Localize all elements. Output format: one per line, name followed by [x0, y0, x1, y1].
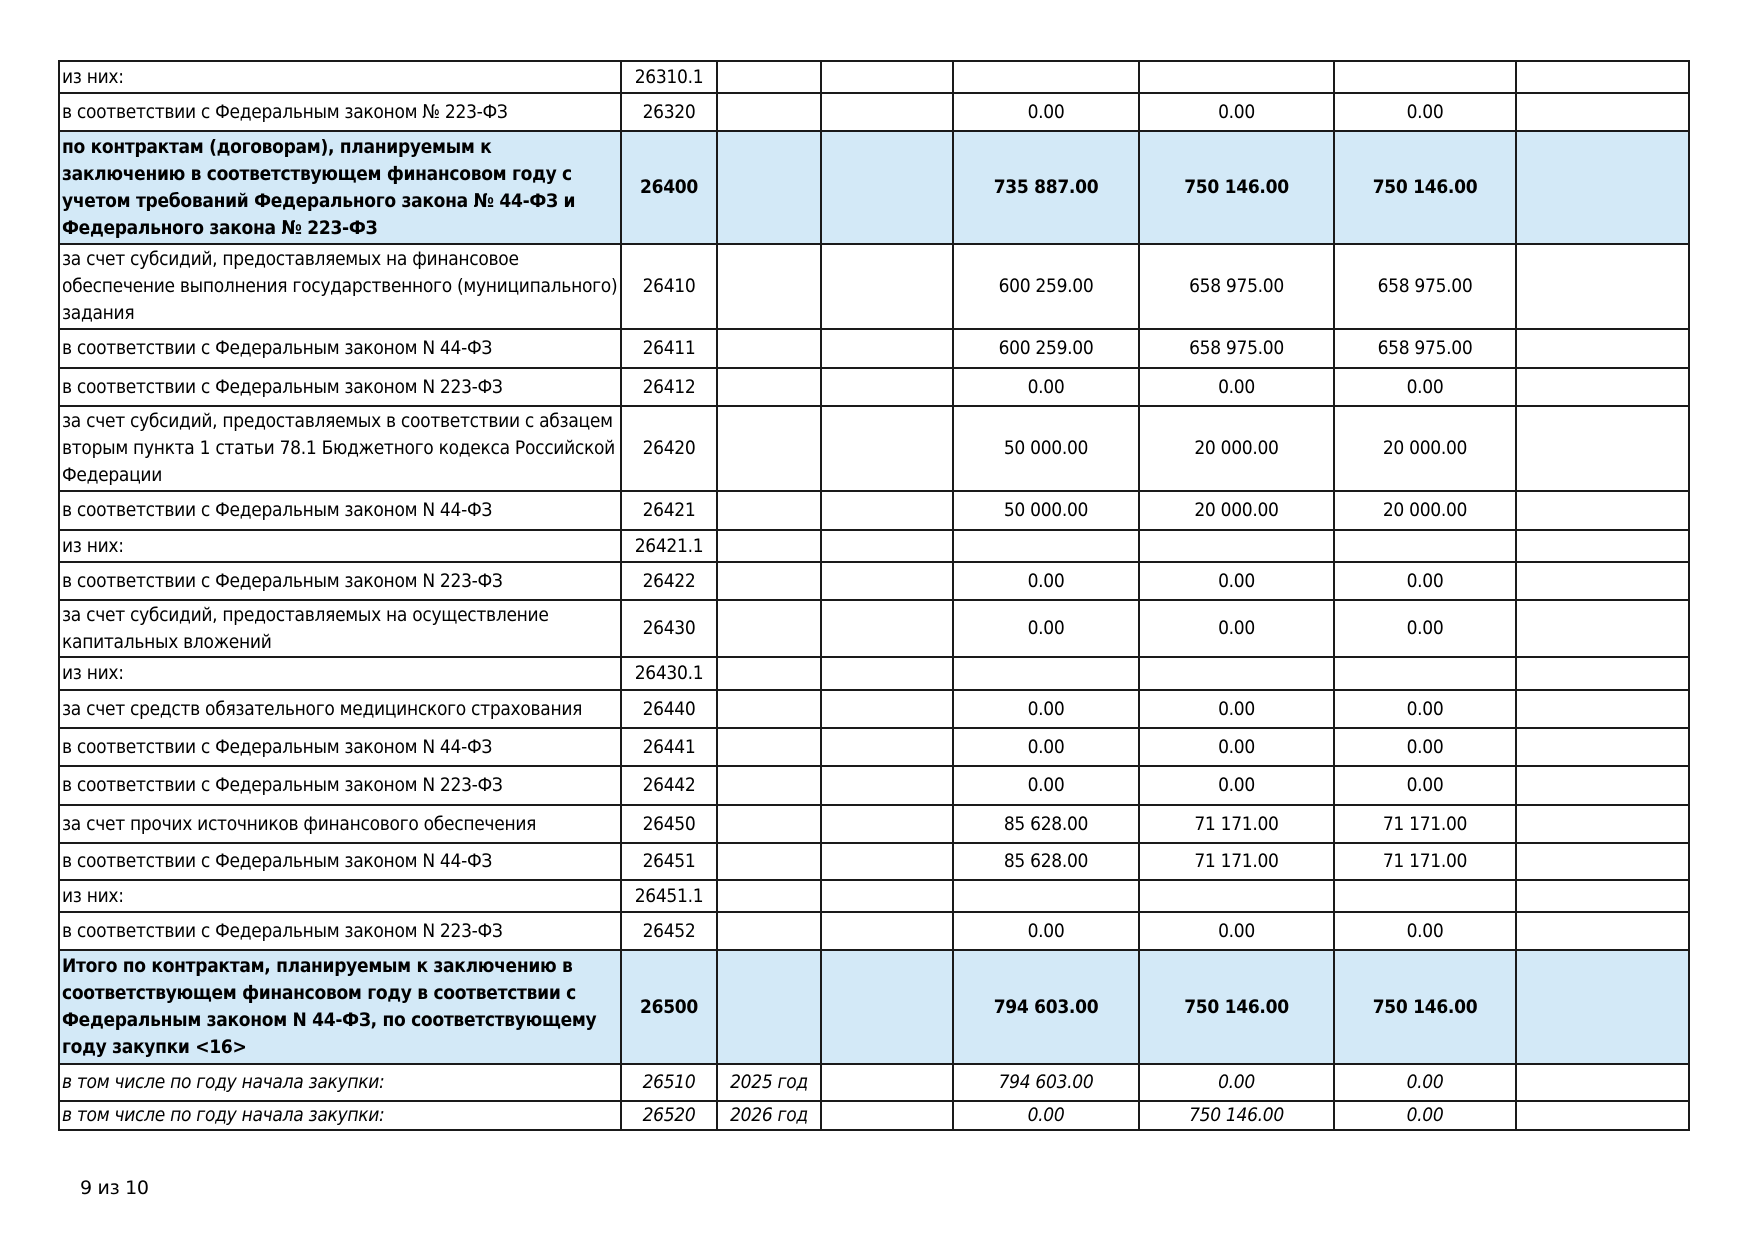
row-year: [717, 843, 821, 880]
row-code: 26422: [621, 562, 717, 600]
table-row: [59, 93, 1689, 131]
row-description: за счет прочих источников финансового обеспечения: [59, 805, 621, 843]
row-code: 26310.1: [621, 61, 717, 93]
table-row: [59, 562, 1689, 600]
row-value-1: [953, 61, 1139, 93]
report-table-body: [59, 61, 1689, 1130]
row-note-cell: [1516, 562, 1689, 600]
row-year: [717, 950, 821, 1064]
row-extra-cell: [821, 690, 953, 728]
row-description: по контрактам (договорам), планируемым к заключению в соответствующем финансовом году с учетом требований Федерального закона № 44-ФЗ и Федерального закона № 223-ФЗ: [59, 131, 621, 244]
row-extra-cell: [821, 491, 953, 530]
row-year: [717, 406, 821, 491]
row-value-1: 0.00: [953, 562, 1139, 600]
row-value-1: 0.00: [953, 1101, 1139, 1130]
row-code: 26411: [621, 329, 717, 368]
row-value-3: 0.00: [1334, 368, 1516, 406]
row-description: за счет субсидий, предоставляемых на осуществление капитальных вложений: [59, 600, 621, 657]
row-value-1: 50 000.00: [953, 491, 1139, 530]
row-value-3: 0.00: [1334, 562, 1516, 600]
row-year: [717, 131, 821, 244]
table-row: [59, 131, 1689, 244]
row-extra-cell: [821, 728, 953, 766]
row-note-cell: [1516, 657, 1689, 690]
row-year: [717, 600, 821, 657]
row-code: 26412: [621, 368, 717, 406]
row-extra-cell: [821, 131, 953, 244]
row-value-1: 794 603.00: [953, 950, 1139, 1064]
row-value-2: 0.00: [1139, 1064, 1334, 1101]
row-year: [717, 368, 821, 406]
row-code: 26420: [621, 406, 717, 491]
table-row: [59, 1064, 1689, 1101]
row-description: из них:: [59, 530, 621, 562]
row-value-3: 71 171.00: [1334, 805, 1516, 843]
row-note-cell: [1516, 368, 1689, 406]
row-note-cell: [1516, 131, 1689, 244]
table-row: [59, 329, 1689, 368]
row-year: [717, 93, 821, 131]
row-code: 26451.1: [621, 880, 717, 912]
row-value-3: 750 146.00: [1334, 131, 1516, 244]
row-description: в соответствии с Федеральным законом N 44-ФЗ: [59, 843, 621, 880]
row-value-3: 20 000.00: [1334, 491, 1516, 530]
table-row: [59, 244, 1689, 329]
row-value-2: 0.00: [1139, 912, 1334, 950]
row-value-2: 658 975.00: [1139, 329, 1334, 368]
row-description: за счет субсидий, предоставляемых в соответствии с абзацем вторым пункта 1 статьи 78.1 Бюджетного кодекса Российской Федерации: [59, 406, 621, 491]
row-note-cell: [1516, 93, 1689, 131]
row-description: в том числе по году начала закупки:: [59, 1101, 621, 1130]
row-description: из них:: [59, 61, 621, 93]
row-extra-cell: [821, 805, 953, 843]
row-note-cell: [1516, 491, 1689, 530]
row-year: [717, 805, 821, 843]
row-value-2: 0.00: [1139, 766, 1334, 805]
row-value-1: 85 628.00: [953, 805, 1139, 843]
row-extra-cell: [821, 657, 953, 690]
row-description: из них:: [59, 657, 621, 690]
row-code: 26451: [621, 843, 717, 880]
row-value-3: 658 975.00: [1334, 329, 1516, 368]
row-value-2: [1139, 530, 1334, 562]
row-code: 26421.1: [621, 530, 717, 562]
row-value-2: 0.00: [1139, 562, 1334, 600]
table-row: [59, 368, 1689, 406]
table-row: [59, 950, 1689, 1064]
row-code: 26440: [621, 690, 717, 728]
row-value-3: 71 171.00: [1334, 843, 1516, 880]
row-year: [717, 244, 821, 329]
row-value-1: 50 000.00: [953, 406, 1139, 491]
row-description: в соответствии с Федеральным законом № 223-ФЗ: [59, 93, 621, 131]
row-description: в соответствии с Федеральным законом N 223-ФЗ: [59, 368, 621, 406]
row-extra-cell: [821, 93, 953, 131]
row-note-cell: [1516, 1064, 1689, 1101]
row-value-2: 0.00: [1139, 600, 1334, 657]
table-row: [59, 1101, 1689, 1130]
row-value-3: 20 000.00: [1334, 406, 1516, 491]
row-year: [717, 491, 821, 530]
row-extra-cell: [821, 766, 953, 805]
row-extra-cell: [821, 329, 953, 368]
row-value-1: 0.00: [953, 93, 1139, 131]
row-value-1: 600 259.00: [953, 329, 1139, 368]
row-code: 26452: [621, 912, 717, 950]
row-description: за счет средств обязательного медицинского страхования: [59, 690, 621, 728]
table-row: [59, 530, 1689, 562]
row-note-cell: [1516, 600, 1689, 657]
row-value-1: 794 603.00: [953, 1064, 1139, 1101]
row-value-1: [953, 530, 1139, 562]
row-year: [717, 657, 821, 690]
table-row: [59, 491, 1689, 530]
row-extra-cell: [821, 600, 953, 657]
row-extra-cell: [821, 1064, 953, 1101]
table-row: [59, 728, 1689, 766]
table-row: [59, 61, 1689, 93]
row-code: 26430.1: [621, 657, 717, 690]
row-value-2: 658 975.00: [1139, 244, 1334, 329]
row-note-cell: [1516, 912, 1689, 950]
row-code: 26400: [621, 131, 717, 244]
row-value-3: 0.00: [1334, 912, 1516, 950]
row-extra-cell: [821, 244, 953, 329]
row-description: в соответствии с Федеральным законом N 223-ФЗ: [59, 912, 621, 950]
row-description: за счет субсидий, предоставляемых на финансовое обеспечение выполнения государственного (муниципального) задания: [59, 244, 621, 329]
row-value-3: 658 975.00: [1334, 244, 1516, 329]
row-note-cell: [1516, 728, 1689, 766]
row-value-2: 0.00: [1139, 690, 1334, 728]
row-value-2: 71 171.00: [1139, 843, 1334, 880]
report-table: [58, 60, 1690, 1131]
row-value-1: 0.00: [953, 728, 1139, 766]
row-code: 26442: [621, 766, 717, 805]
row-value-3: [1334, 880, 1516, 912]
row-value-1: 0.00: [953, 690, 1139, 728]
row-note-cell: [1516, 1101, 1689, 1130]
row-value-1: [953, 880, 1139, 912]
row-year: [717, 766, 821, 805]
row-extra-cell: [821, 1101, 953, 1130]
table-row: [59, 766, 1689, 805]
row-description: Итого по контрактам, планируемым к заключению в соответствующем финансовом году в соответствии с Федеральным законом N 44-ФЗ, по соответствующему году закупки <16>: [59, 950, 621, 1064]
row-value-3: 0.00: [1334, 1101, 1516, 1130]
table-row: [59, 912, 1689, 950]
row-note-cell: [1516, 530, 1689, 562]
row-value-2: [1139, 880, 1334, 912]
row-code: 26450: [621, 805, 717, 843]
row-value-3: [1334, 61, 1516, 93]
row-value-2: 0.00: [1139, 728, 1334, 766]
row-value-3: 0.00: [1334, 600, 1516, 657]
table-row: [59, 657, 1689, 690]
row-value-3: 0.00: [1334, 690, 1516, 728]
table-row: [59, 843, 1689, 880]
row-value-3: [1334, 657, 1516, 690]
row-note-cell: [1516, 950, 1689, 1064]
row-value-2: 750 146.00: [1139, 131, 1334, 244]
row-note-cell: [1516, 329, 1689, 368]
row-year: [717, 530, 821, 562]
row-value-3: [1334, 530, 1516, 562]
row-description: из них:: [59, 880, 621, 912]
row-extra-cell: [821, 406, 953, 491]
row-code: 26430: [621, 600, 717, 657]
row-value-2: 71 171.00: [1139, 805, 1334, 843]
row-year: [717, 912, 821, 950]
row-note-cell: [1516, 690, 1689, 728]
table-row: [59, 600, 1689, 657]
row-note-cell: [1516, 406, 1689, 491]
row-value-3: 0.00: [1334, 728, 1516, 766]
page-number: 9 из 10: [80, 1177, 149, 1199]
row-note-cell: [1516, 244, 1689, 329]
row-extra-cell: [821, 880, 953, 912]
row-note-cell: [1516, 880, 1689, 912]
row-year: 2025 год: [717, 1064, 821, 1101]
row-description: в соответствии с Федеральным законом N 44-ФЗ: [59, 329, 621, 368]
row-description: в соответствии с Федеральным законом N 44-ФЗ: [59, 491, 621, 530]
row-note-cell: [1516, 61, 1689, 93]
row-year: [717, 728, 821, 766]
row-code: 26520: [621, 1101, 717, 1130]
row-value-2: [1139, 61, 1334, 93]
row-value-1: 0.00: [953, 912, 1139, 950]
row-value-2: 0.00: [1139, 93, 1334, 131]
row-value-1: 0.00: [953, 600, 1139, 657]
row-value-1: 735 887.00: [953, 131, 1139, 244]
row-value-2: [1139, 657, 1334, 690]
table-row: [59, 805, 1689, 843]
row-year: [717, 562, 821, 600]
row-value-2: 20 000.00: [1139, 491, 1334, 530]
row-extra-cell: [821, 562, 953, 600]
row-value-3: 0.00: [1334, 766, 1516, 805]
row-code: 26421: [621, 491, 717, 530]
row-value-1: 600 259.00: [953, 244, 1139, 329]
table-row: [59, 880, 1689, 912]
row-extra-cell: [821, 912, 953, 950]
row-value-1: 0.00: [953, 368, 1139, 406]
row-value-1: [953, 657, 1139, 690]
row-code: 26410: [621, 244, 717, 329]
row-value-1: 85 628.00: [953, 843, 1139, 880]
row-extra-cell: [821, 61, 953, 93]
row-value-3: 750 146.00: [1334, 950, 1516, 1064]
row-code: 26320: [621, 93, 717, 131]
row-note-cell: [1516, 805, 1689, 843]
row-value-1: 0.00: [953, 766, 1139, 805]
row-note-cell: [1516, 766, 1689, 805]
table-row: [59, 406, 1689, 491]
table-row: [59, 690, 1689, 728]
row-description: в соответствии с Федеральным законом N 223-ФЗ: [59, 766, 621, 805]
row-year: [717, 329, 821, 368]
row-year: [717, 880, 821, 912]
row-year: 2026 год: [717, 1101, 821, 1130]
row-year: [717, 690, 821, 728]
row-value-2: 20 000.00: [1139, 406, 1334, 491]
row-description: в соответствии с Федеральным законом N 223-ФЗ: [59, 562, 621, 600]
row-value-3: 0.00: [1334, 93, 1516, 131]
row-value-2: 750 146.00: [1139, 1101, 1334, 1130]
row-extra-cell: [821, 843, 953, 880]
row-value-3: 0.00: [1334, 1064, 1516, 1101]
row-description: в соответствии с Федеральным законом N 44-ФЗ: [59, 728, 621, 766]
row-extra-cell: [821, 950, 953, 1064]
row-extra-cell: [821, 530, 953, 562]
row-code: 26510: [621, 1064, 717, 1101]
row-code: 26441: [621, 728, 717, 766]
row-value-2: 0.00: [1139, 368, 1334, 406]
row-year: [717, 61, 821, 93]
row-extra-cell: [821, 368, 953, 406]
row-description: в том числе по году начала закупки:: [59, 1064, 621, 1101]
row-value-2: 750 146.00: [1139, 950, 1334, 1064]
row-code: 26500: [621, 950, 717, 1064]
row-note-cell: [1516, 843, 1689, 880]
